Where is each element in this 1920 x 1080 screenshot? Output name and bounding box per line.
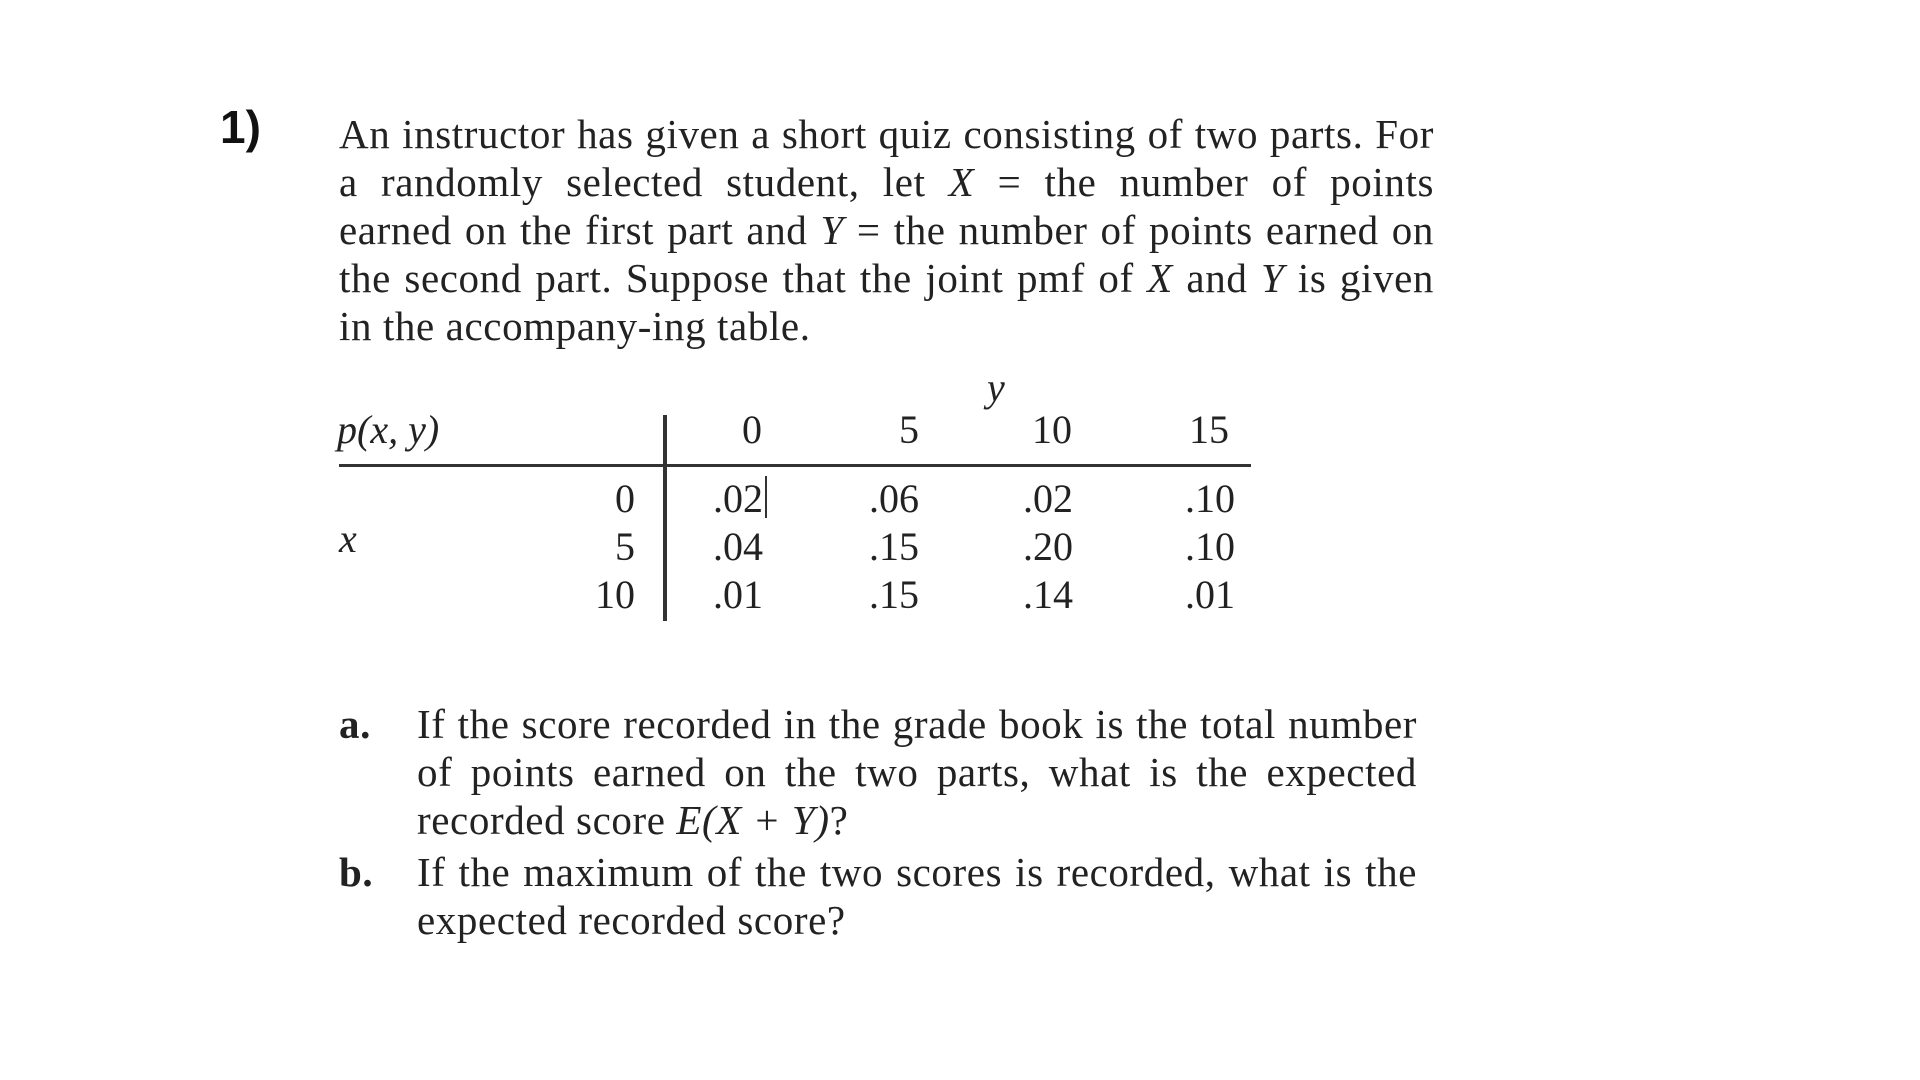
pmf-cell-2-3: .01 [1185,572,1235,617]
row-header: 0 [615,476,635,521]
variable-y: Y [1260,255,1285,301]
pmf-cell-0-3: .10 [1185,476,1235,521]
column-header: 15 [1189,407,1229,452]
variable-x: X [1147,255,1173,301]
part-b [339,848,1439,944]
column-header: 10 [1032,407,1072,452]
stem-text-2: = the number of points earned on the first part and [339,159,1434,253]
pmf-cell-1-3: .10 [1185,524,1235,569]
column-header: 5 [899,407,919,452]
row-variable-label: x [339,516,357,561]
pmf-cell-1-0: .04 [713,524,763,569]
part-letter: b. [339,849,374,895]
column-header: 0 [742,407,762,452]
stem-text-4: and [1172,255,1261,301]
stem-text-5: is given in the accompany-ing table. [339,255,1435,349]
variable-x: X [948,159,975,205]
pmf-cell-1-1: .15 [869,524,919,569]
pmf-cell-2-2: .14 [1023,572,1073,617]
pmf-cell-0-2: .02 [1023,476,1073,521]
problem-block [339,110,1439,660]
vertical-rule [663,415,667,621]
part-letter: a. [339,701,371,747]
question-parts [339,700,1439,944]
pmf-cell-0-0: .02 [713,475,767,522]
row-header: 5 [615,524,635,569]
row-header: 10 [595,572,635,617]
stem-text-1: An instructor has given a short quiz consisting of two parts. For a randomly selected student, let [339,111,1434,205]
part-text: If the score recorded in the grade book is the total number of points earned on the two parts, what is the expected recorded score E(X + Y)? [417,701,1417,843]
pmf-cell-2-0: .01 [713,572,763,617]
problem-stem [339,110,1434,350]
text-cursor [765,476,767,518]
variable-y: Y [820,207,844,253]
column-variable-label: y [987,365,1005,410]
pmf-cell-2-1: .15 [869,572,919,617]
joint-pmf-table [337,365,1439,660]
pmf-cell-1-2: .20 [1023,524,1073,569]
part-a [339,700,1439,844]
pmf-cell-0-1: .06 [869,476,919,521]
question-number: 1) [220,101,261,153]
horizontal-rule [339,464,1251,467]
table-corner-label: p(x, y) [337,407,440,452]
stem-text-3: = the number of points earned on the second part. Suppose that the joint pmf of [339,207,1434,301]
expected-value-expression: E(X + Y) [676,797,830,843]
part-text: If the maximum of the two scores is recorded, what is the expected recorded score? [417,849,1417,943]
